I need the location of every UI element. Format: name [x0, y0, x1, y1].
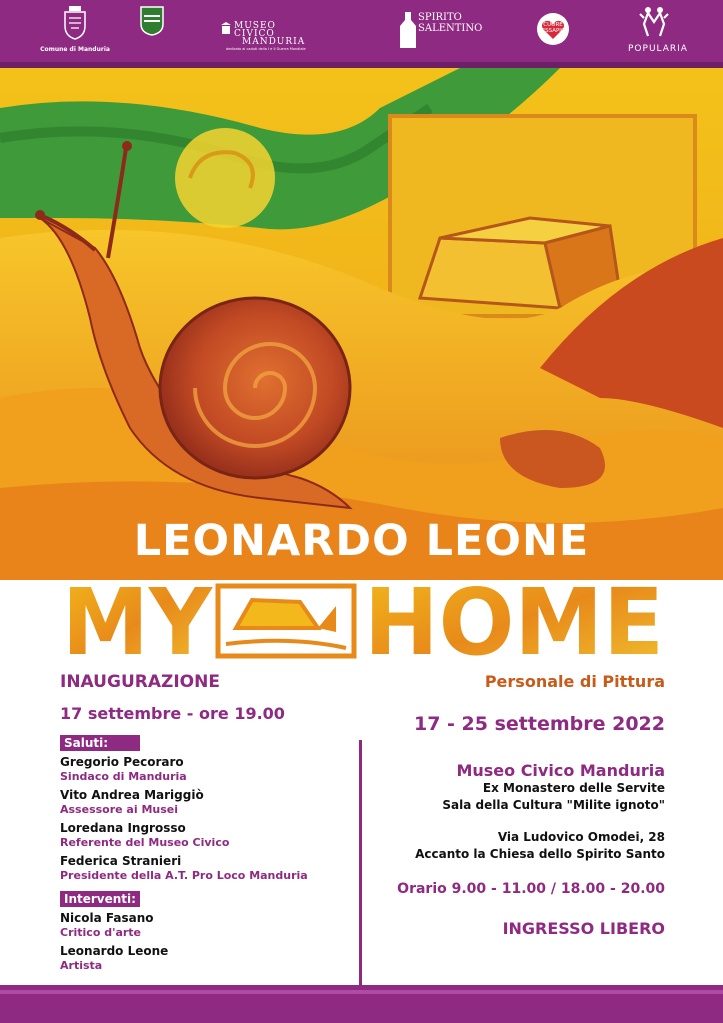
- speaker: Leonardo Leone Artista: [60, 944, 169, 972]
- popularia-logo: POPULARIA: [628, 6, 680, 54]
- speaker: Federica Stranieri Presidente della A.T. Pro Loco Manduria: [60, 854, 308, 882]
- speaker: Vito Andrea Mariggiò Assessore ai Musei: [60, 788, 204, 816]
- pro-loco-logo: [139, 6, 165, 40]
- dancers-icon: [639, 6, 669, 38]
- show-title: [0, 572, 723, 662]
- snail-painting: [0, 68, 723, 580]
- snail-artwork-icon: [0, 68, 723, 580]
- speaker: Nicola Fasano Critico d'arte: [60, 911, 154, 939]
- footer-stripe: [0, 990, 723, 994]
- title-home: HOME: [364, 572, 664, 662]
- title-my: MY: [62, 572, 214, 662]
- venue-line: Sala della Cultura "Milite ignoto": [442, 798, 665, 812]
- exhibition-subtitle: Personale di Pittura: [484, 672, 665, 691]
- address-line: Via Ludovico Omodei, 28: [497, 830, 665, 844]
- museum-name: Museo Civico Manduria: [456, 761, 665, 780]
- shield-icon: [140, 6, 164, 36]
- opening-hours: Orario 9.00 - 11.00 / 18.00 - 20.00: [397, 881, 665, 897]
- program-column: [60, 672, 350, 973]
- comune-manduria-logo: Comune di Manduria: [40, 6, 110, 53]
- exhibition-dates: 17 - 25 settembre 2022: [413, 713, 665, 735]
- logo-bar: [0, 0, 723, 62]
- column-icon: [220, 22, 232, 36]
- inauguration-date: 17 settembre - ore 19.00: [60, 704, 285, 723]
- info-column: [335, 672, 665, 938]
- museo-civico-logo: MUSEO CIVICO MANDURIA dedicato ai caduti della I e II Guerra Mondiale: [220, 22, 316, 51]
- speaker: Loredana Ingrosso Referente del Museo Civico: [60, 821, 230, 849]
- address-line: Accanto la Chiesa dello Spirito Santo: [415, 847, 665, 861]
- free-entry: INGRESSO LIBERO: [502, 919, 665, 938]
- bottle-icon: [398, 12, 418, 48]
- cuore-messapico-logo: CUORE MESSAPICO: [535, 12, 571, 50]
- house-icon: [218, 586, 354, 656]
- spirito-salentino-logo: SPIRITO SALENTINO: [398, 12, 460, 34]
- venue-line: Ex Monastero delle Servite: [482, 781, 665, 795]
- saluti-label: Saluti:: [60, 735, 140, 751]
- inauguration-heading: INAUGURAZIONE: [60, 672, 220, 692]
- artist-name: LEONARDO LEONE: [133, 516, 590, 566]
- interventi-label: Interventi:: [60, 891, 140, 907]
- crest-icon: [63, 6, 87, 40]
- speaker: Gregorio Pecoraro Sindaco di Manduria: [60, 755, 187, 783]
